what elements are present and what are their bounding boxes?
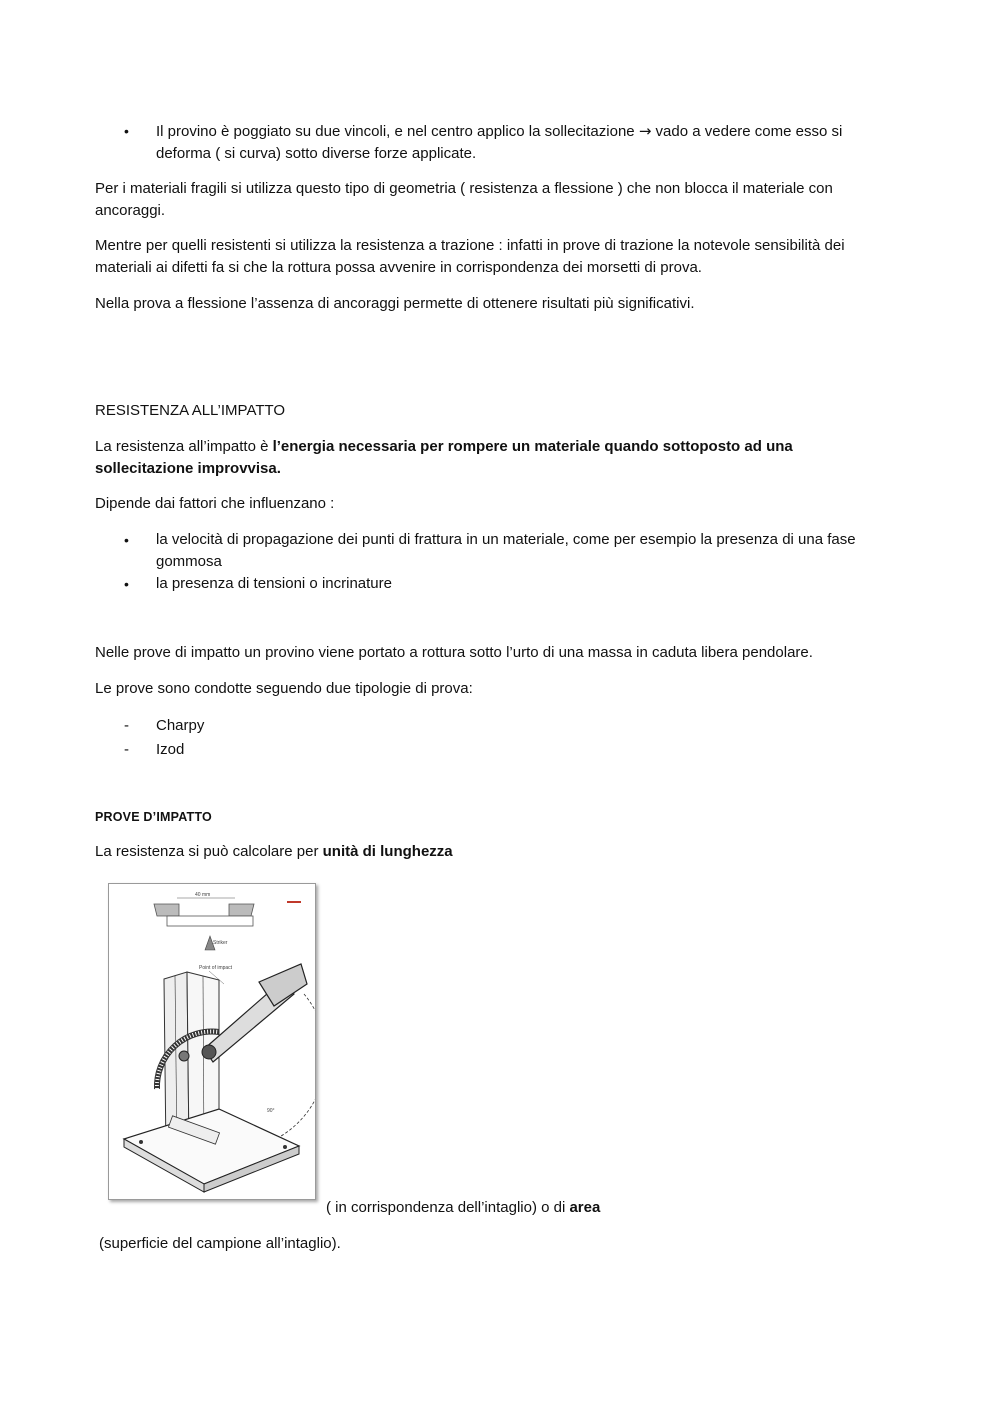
label-90deg: 90° xyxy=(267,1108,275,1114)
paragraph-tensile: Mentre per quelli resistenti si utilizza la resistenza a trazione : infatti in prove di trazione la notevole sensibilità dei materiali ai difetti fa si che la rottura possa avvenire in corrispondenza dei morsetti di prova. xyxy=(95,237,845,276)
section-heading-impact-resistance: RESISTENZA ALL’IMPATTO xyxy=(95,402,286,419)
paragraph-flexion: Nella prova a flessione l’assenza di ancoraggi permette di ottenere risultati più significativi. xyxy=(95,295,695,312)
list-item xyxy=(156,120,896,165)
paragraph-fragile-materials: Per i materiali fragili si utilizza questo tipo di geometria ( resistenza a flessione ) che non blocca il materiale con ancoraggi. xyxy=(95,180,833,219)
list-item-text-cont: vado a vedere come esso si deforma ( si curva) sotto diverse forze applicate. xyxy=(156,123,843,162)
right-anvil xyxy=(229,904,254,916)
paragraph-area-calc xyxy=(326,1197,886,1219)
label-point-of-impact: Point of impact xyxy=(199,965,233,971)
text: La resistenza si può calcolare per xyxy=(95,843,323,860)
list-item-charpy: Charpy xyxy=(156,717,205,734)
charpy-pendulum-figure xyxy=(108,883,316,1200)
pendulum-drawing xyxy=(109,884,315,1199)
text: ( in corrispondenza dell’intaglio) o di xyxy=(326,1199,570,1216)
arrow-right-icon: → xyxy=(638,122,652,140)
list-item-izod: Izod xyxy=(156,741,185,758)
list-item-text: Il provino è poggiato su due vincoli, e nel centro applico la sollecitazione xyxy=(156,123,639,140)
bullet-marker: • xyxy=(124,123,129,139)
paragraph-test-types: Le prove sono condotte seguendo due tipologie di prova: xyxy=(95,680,473,697)
bold-text: area xyxy=(569,1199,601,1216)
specimen xyxy=(167,916,253,926)
base-plate xyxy=(124,1109,299,1184)
paragraph-surface: (superficie del campione all’intaglio). xyxy=(99,1235,341,1252)
text: La resistenza all’impatto è xyxy=(95,438,273,455)
pivot xyxy=(202,1045,216,1059)
label-40mm: 40 mm xyxy=(195,892,211,898)
bullet-marker: • xyxy=(124,532,129,548)
left-anvil xyxy=(154,904,179,916)
list-item: la presenza di tensioni o incrinature xyxy=(156,575,392,592)
paragraph-impact-definition xyxy=(95,436,895,480)
paragraph-impact-tests: Nelle prove di impatto un provino viene portato a rottura sotto l’urto di una massa in caduta libera pendolare. xyxy=(95,644,813,661)
list-item: la velocità di propagazione dei punti di frattura in un materiale, come per esempio la presenza di una fase gommosa xyxy=(156,531,856,570)
dash-marker: - xyxy=(124,717,129,734)
dash-marker: - xyxy=(124,741,129,758)
section-heading-impact-tests: PROVE D’IMPATTO xyxy=(95,810,212,824)
bold-text: unità di lunghezza xyxy=(322,843,453,860)
bold-text: l’energia necessaria per rompere un materiale quando sottoposto ad una sollecitazione improvvisa. xyxy=(95,438,793,477)
label-striker: Striker xyxy=(213,940,228,946)
bullet-marker: • xyxy=(124,576,129,592)
paragraph-resistance-calc xyxy=(95,841,895,863)
paragraph-factors: Dipende dai fattori che influenzano : xyxy=(95,495,335,512)
